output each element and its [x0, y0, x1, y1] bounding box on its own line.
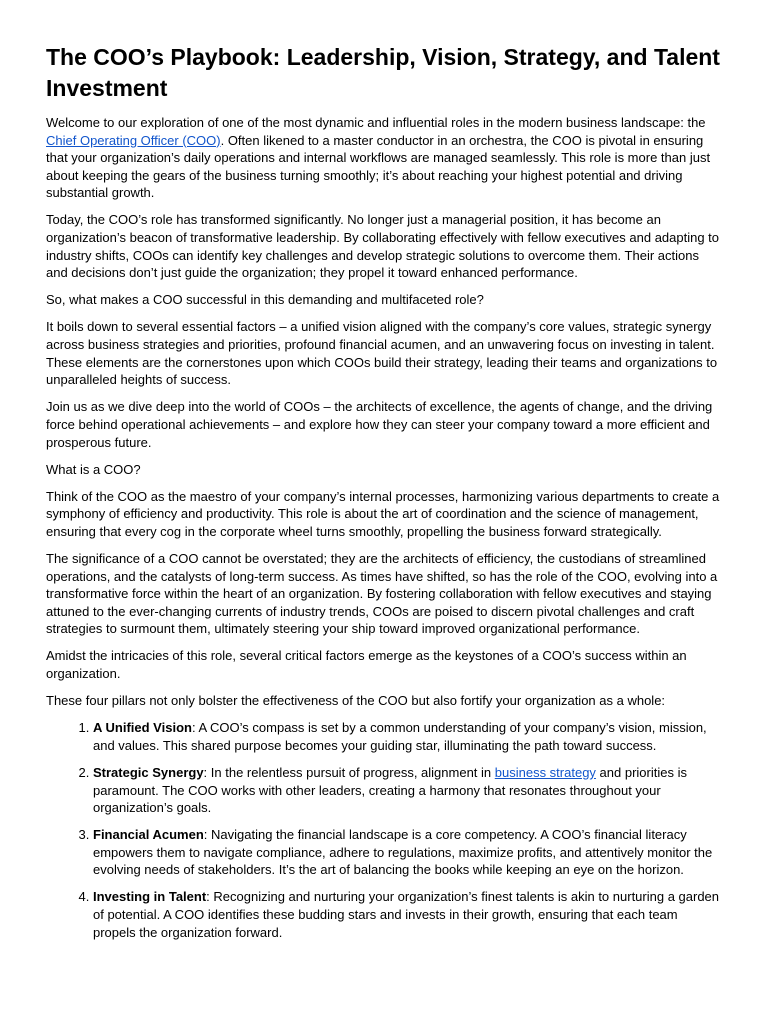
list-item-text: : Navigating the financial landscape is a core competency. A COO’s financial literacy empowers them to navigate compliance, adhere to regulations, maximize profits, and attentively monitor the evolving needs of stakeholders. It’s the art of balancing the books while keeping an eye on the horizon. [93, 827, 713, 878]
list-item-text: : A COO’s compass is set by a common understanding of your company’s vision, mission, and values. This shared purpose becomes your guiding star, illuminating the path toward success. [93, 720, 707, 753]
paragraph: Today, the COO’s role has transformed significantly. No longer just a managerial position, it has become an organization’s beacon of transformative leadership. By collaborating effectively with fellow executives and adapting to industry shifts, COOs can identify key challenges and develop strategic solutions to overcome them. Their actions and decisions don’t just guide the organization; they propel it toward enhanced performance. [46, 212, 720, 281]
list-item [93, 888, 722, 941]
list-item-term: Strategic Synergy [93, 764, 204, 780]
list-item-text: : Recognizing and nurturing your organization’s finest talents is akin to nurturing a garden of potential. A COO identifies these budding stars and invests in their growth, ensuring that each team propels the organization forward. [93, 889, 720, 940]
paragraph: So, what makes a COO successful in this demanding and multifaceted role? [46, 292, 484, 308]
page-title: The COO’s Playbook: Leadership, Vision, Strategy, and Talent Investment [46, 44, 720, 101]
paragraph: Think of the COO as the maestro of your company’s internal processes, harmonizing various departments to create a symphony of efficiency and productivity. This role is about the art of coordination and the science of management, ensuring that every cog in the corporate wheel turns smoothly, propelling the business forward strategically. [46, 488, 720, 539]
list-item [93, 764, 722, 817]
list-item-term: Investing in Talent [93, 889, 207, 905]
list-item-term: A Unified Vision [93, 720, 192, 736]
paragraph: Amidst the intricacies of this role, several critical factors emerge as the keystones of a COO’s success within an organization. [46, 648, 687, 682]
list-item-term: Financial Acumen [93, 827, 204, 843]
intro-text-before: Welcome to our exploration of one of the most dynamic and influential roles in the modern business landscape: the [46, 115, 706, 130]
paragraph: The significance of a COO cannot be overstated; they are the architects of efficiency, the custodians of streamlined operations, and the catalysts of long-term success. As times have shifted, so has the role of the COO, evolving into a transformative force within the heart of an organization. By fostering collaboration with fellow executives and staying attuned to the ever-changing currents of industry trends, COOs are poised to discern pivotal challenges and craft strategies to surmount them, ultimately steering your ship toward improved organizational performance. [46, 550, 718, 637]
business-strategy-link[interactable]: business strategy [494, 764, 596, 780]
list-item [93, 826, 722, 879]
list-item-text: and priorities is paramount. The COO works with other leaders, creating a harmony that resonates throughout your organization’s goals. [93, 764, 687, 816]
pillars-list [46, 719, 722, 941]
intro-paragraph [46, 114, 722, 202]
paragraph: It boils down to several essential factors – a unified vision aligned with the company’s core values, strategic synergy across business strategies and priorities, profound financial acumen, and an unwavering focus on investing in talent. These elements are the cornerstones upon which COOs build their strategy, leading their teams and organizations to unparalleled heights of success. [46, 319, 718, 388]
paragraph: These four pillars not only bolster the effectiveness of the COO but also fortify your organization as a whole: [46, 693, 666, 709]
section-heading-what-is-coo: What is a COO? [46, 461, 141, 477]
paragraph: Join us as we dive deep into the world of COOs – the architects of excellence, the agents of change, and the driving force behind operational achievements – and explore how they can steer your company toward a more efficient and prosperous future. [46, 399, 713, 450]
coo-link[interactable]: Chief Operating Officer (COO) [46, 132, 221, 148]
list-item [93, 719, 722, 754]
list-item-text: : In the relentless pursuit of progress, alignment in [203, 764, 495, 780]
intro-text-after: . Often likened to a master conductor in an orchestra, the COO is pivotal in ensuring that your organization’s daily operations and internal workflows are managed seamlessly. This role is more than just about keeping the gears of the business turning smoothly; it’s about reaching your highest potential and driving substantial growth. [46, 132, 711, 201]
